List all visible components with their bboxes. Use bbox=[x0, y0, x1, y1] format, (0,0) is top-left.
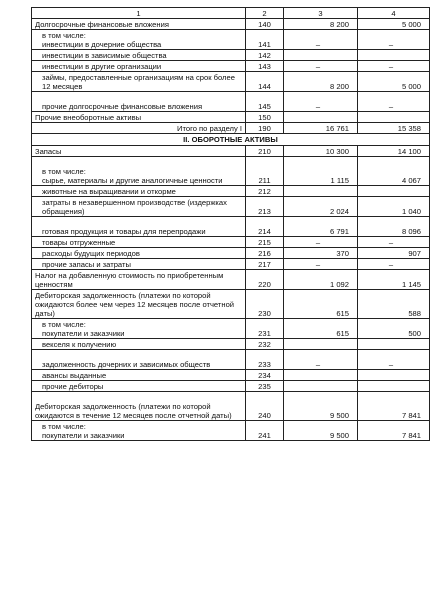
value-start-period: 8 200 bbox=[284, 19, 358, 30]
value-start-period: 9 500 bbox=[284, 421, 358, 441]
row-label: займы, предоставленные организациям на срок более 12 месяцев bbox=[32, 72, 246, 92]
row-code: 143 bbox=[246, 61, 284, 72]
value-start-period: 9 500 bbox=[284, 392, 358, 421]
table-row bbox=[32, 290, 430, 319]
balance-sheet-page bbox=[31, 7, 429, 441]
row-code: 211 bbox=[246, 157, 284, 186]
value-end-period: – bbox=[358, 61, 430, 72]
row-label: животные на выращивании и откорме bbox=[32, 186, 246, 197]
row-label: Прочие внеоборотные активы bbox=[32, 112, 246, 123]
row-label: готовая продукция и товары для перепродажи bbox=[32, 217, 246, 237]
table-row bbox=[32, 270, 430, 290]
header-cell: 3 bbox=[284, 8, 358, 19]
value-start-period: – bbox=[284, 237, 358, 248]
value-start-period: – bbox=[284, 61, 358, 72]
header-cell: 2 bbox=[246, 8, 284, 19]
table-row bbox=[32, 72, 430, 92]
row-code: 232 bbox=[246, 339, 284, 350]
value-start-period: 2 024 bbox=[284, 197, 358, 217]
table-row bbox=[32, 50, 430, 61]
table-row bbox=[32, 259, 430, 270]
row-code: 217 bbox=[246, 259, 284, 270]
balance-table bbox=[31, 7, 430, 441]
value-end-period: 8 096 bbox=[358, 217, 430, 237]
value-end-period: – bbox=[358, 237, 430, 248]
value-end-period: – bbox=[358, 30, 430, 50]
value-start-period: – bbox=[284, 92, 358, 112]
value-start-period: 615 bbox=[284, 319, 358, 339]
row-label: прочие дебиторы bbox=[32, 381, 246, 392]
row-label: Дебиторская задолженность (платежи по которой ожидаются более чем через 12 месяцев после отчетной даты) bbox=[32, 290, 246, 319]
value-start-period bbox=[284, 186, 358, 197]
value-start-period: 6 791 bbox=[284, 217, 358, 237]
row-code: 150 bbox=[246, 112, 284, 123]
row-code: 214 bbox=[246, 217, 284, 237]
value-start-period: 10 300 bbox=[284, 146, 358, 157]
row-label: Дебиторская задолженность (платежи по которой ожидаются в течение 12 месяцев после отчетной даты) bbox=[32, 392, 246, 421]
value-start-period bbox=[284, 370, 358, 381]
value-end-period: 7 841 bbox=[358, 392, 430, 421]
table-row bbox=[32, 112, 430, 123]
value-end-period bbox=[358, 50, 430, 61]
table-row bbox=[32, 123, 430, 134]
value-end-period: 5 000 bbox=[358, 72, 430, 92]
value-end-period: 588 bbox=[358, 290, 430, 319]
header-cell: 4 bbox=[358, 8, 430, 19]
table-row bbox=[32, 19, 430, 30]
row-label: в том числе: покупатели и заказчики bbox=[32, 421, 246, 441]
row-code: 141 bbox=[246, 30, 284, 50]
row-code: 230 bbox=[246, 290, 284, 319]
table-row bbox=[32, 92, 430, 112]
row-code: 145 bbox=[246, 92, 284, 112]
table-row bbox=[32, 186, 430, 197]
row-code: 241 bbox=[246, 421, 284, 441]
table-row bbox=[32, 61, 430, 72]
row-label: Итого по разделу I bbox=[32, 123, 246, 134]
row-code: 234 bbox=[246, 370, 284, 381]
row-label: задолженность дочерних и зависимых обществ bbox=[32, 350, 246, 370]
row-label: товары отгруженные bbox=[32, 237, 246, 248]
row-code: 240 bbox=[246, 392, 284, 421]
row-label: Запасы bbox=[32, 146, 246, 157]
row-label: расходы будущих периодов bbox=[32, 248, 246, 259]
value-end-period: – bbox=[358, 259, 430, 270]
header-row bbox=[32, 8, 430, 19]
row-label: затраты в незавершенном производстве (издержках обращения) bbox=[32, 197, 246, 217]
row-label: в том числе: сырье, материалы и другие аналогичные ценности bbox=[32, 157, 246, 186]
row-code: 216 bbox=[246, 248, 284, 259]
row-code: 215 bbox=[246, 237, 284, 248]
value-end-period: 500 bbox=[358, 319, 430, 339]
row-code: 144 bbox=[246, 72, 284, 92]
table-row bbox=[32, 237, 430, 248]
row-label: прочие запасы и затраты bbox=[32, 259, 246, 270]
value-end-period: 4 067 bbox=[358, 157, 430, 186]
table-row bbox=[32, 157, 430, 186]
row-code: 233 bbox=[246, 350, 284, 370]
value-end-period: – bbox=[358, 350, 430, 370]
value-start-period: – bbox=[284, 350, 358, 370]
value-start-period: 1 115 bbox=[284, 157, 358, 186]
section-header-row bbox=[32, 134, 430, 146]
value-start-period: 370 bbox=[284, 248, 358, 259]
table-row bbox=[32, 381, 430, 392]
row-label: в том числе: инвестиции в дочерние общества bbox=[32, 30, 246, 50]
table-row bbox=[32, 30, 430, 50]
row-label: прочие долгосрочные финансовые вложения bbox=[32, 92, 246, 112]
value-start-period: 8 200 bbox=[284, 72, 358, 92]
row-label: Налог на добавленную стоимость по приобретенным ценностям bbox=[32, 270, 246, 290]
table-row bbox=[32, 421, 430, 441]
table-row bbox=[32, 197, 430, 217]
value-end-period bbox=[358, 370, 430, 381]
row-code: 231 bbox=[246, 319, 284, 339]
row-label: векселя к получению bbox=[32, 339, 246, 350]
value-end-period: 7 841 bbox=[358, 421, 430, 441]
value-end-period bbox=[358, 112, 430, 123]
value-start-period: 615 bbox=[284, 290, 358, 319]
table-row bbox=[32, 392, 430, 421]
row-label: в том числе: покупатели и заказчики bbox=[32, 319, 246, 339]
table-row bbox=[32, 319, 430, 339]
header-cell: 1 bbox=[32, 8, 246, 19]
value-end-period bbox=[358, 339, 430, 350]
table-row bbox=[32, 217, 430, 237]
row-code: 220 bbox=[246, 270, 284, 290]
value-end-period bbox=[358, 381, 430, 392]
value-start-period: 16 761 bbox=[284, 123, 358, 134]
row-code: 235 bbox=[246, 381, 284, 392]
row-label: Долгосрочные финансовые вложения bbox=[32, 19, 246, 30]
value-start-period: – bbox=[284, 259, 358, 270]
table-row bbox=[32, 339, 430, 350]
row-label: инвестиции в зависимые общества bbox=[32, 50, 246, 61]
value-end-period: 1 040 bbox=[358, 197, 430, 217]
value-start-period bbox=[284, 381, 358, 392]
table-row bbox=[32, 146, 430, 157]
value-end-period: 907 bbox=[358, 248, 430, 259]
row-label: авансы выданные bbox=[32, 370, 246, 381]
row-code: 142 bbox=[246, 50, 284, 61]
section-title: II. ОБОРОТНЫЕ АКТИВЫ bbox=[32, 134, 430, 146]
row-code: 213 bbox=[246, 197, 284, 217]
value-end-period: – bbox=[358, 92, 430, 112]
value-end-period: 5 000 bbox=[358, 19, 430, 30]
table-row bbox=[32, 370, 430, 381]
row-code: 210 bbox=[246, 146, 284, 157]
value-end-period: 1 145 bbox=[358, 270, 430, 290]
value-start-period bbox=[284, 50, 358, 61]
row-code: 190 bbox=[246, 123, 284, 134]
value-start-period: 1 092 bbox=[284, 270, 358, 290]
value-end-period bbox=[358, 186, 430, 197]
value-end-period: 15 358 bbox=[358, 123, 430, 134]
value-start-period bbox=[284, 112, 358, 123]
value-start-period: – bbox=[284, 30, 358, 50]
table-row bbox=[32, 248, 430, 259]
row-code: 140 bbox=[246, 19, 284, 30]
table-row bbox=[32, 350, 430, 370]
row-label: инвестиции в другие организации bbox=[32, 61, 246, 72]
row-code: 212 bbox=[246, 186, 284, 197]
value-end-period: 14 100 bbox=[358, 146, 430, 157]
value-start-period bbox=[284, 339, 358, 350]
